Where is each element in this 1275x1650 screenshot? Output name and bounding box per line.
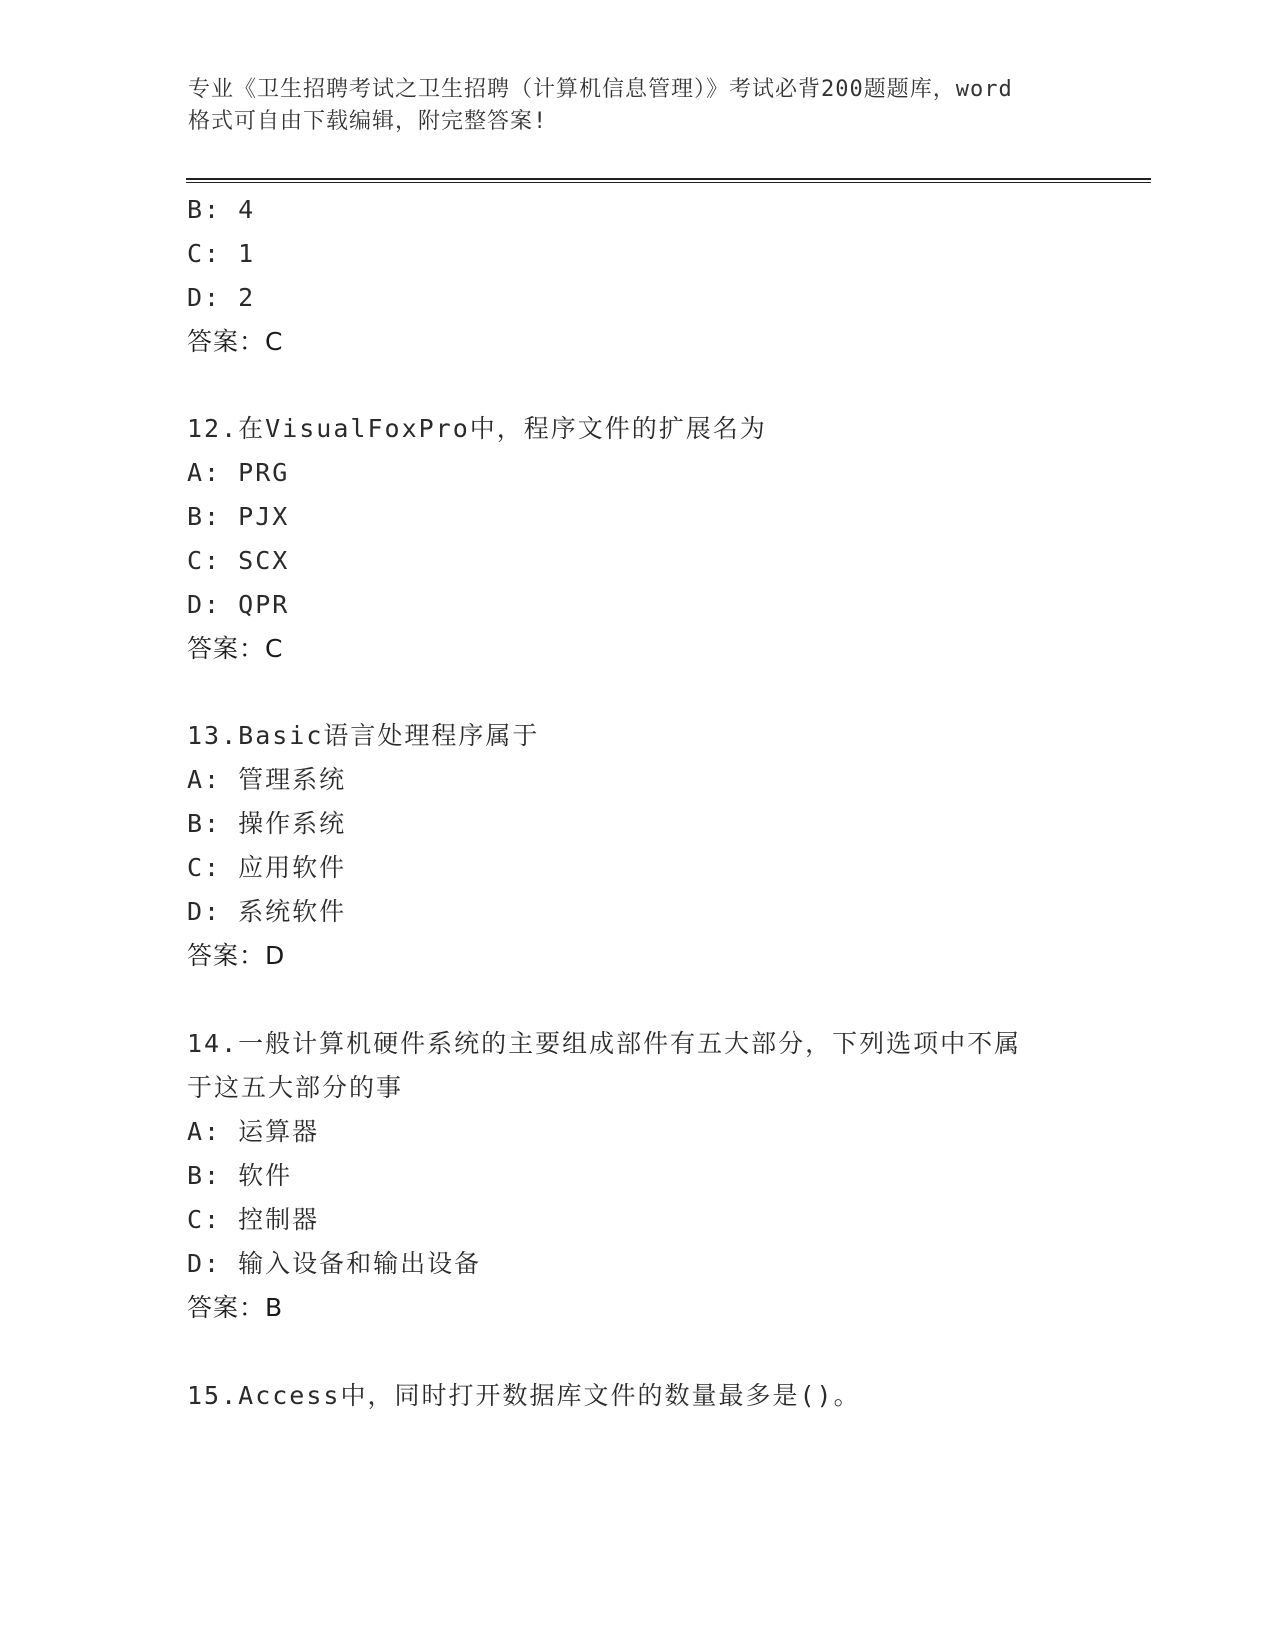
q14-option-b: B: 软件 xyxy=(187,1161,293,1190)
prev-answer: 答案：C xyxy=(187,327,284,356)
prev-option-b: B: 4 xyxy=(187,195,256,224)
q14-question-line-1: 14.一般计算机硬件系统的主要组成部件有五大部分，下列选项中不属 xyxy=(187,1029,1022,1058)
header-divider-thick xyxy=(186,178,1151,180)
document-header xyxy=(188,74,1088,138)
q14-question-line-2: 于这五大部分的事 xyxy=(187,1073,404,1102)
header-divider-thin xyxy=(186,182,1151,183)
prev-option-c: C: 1 xyxy=(187,239,256,268)
q13-option-d: D: 系统软件 xyxy=(187,897,347,926)
q13-option-b: B: 操作系统 xyxy=(187,809,347,838)
q12-option-a: A: PRG xyxy=(187,458,290,487)
header-title-line-2: 格式可自由下载编辑，附完整答案! xyxy=(188,109,548,134)
q13-question: 13.Basic语言处理程序属于 xyxy=(187,721,540,750)
q12-option-c: C: SCX xyxy=(187,546,290,575)
q12-option-b: B: PJX xyxy=(187,502,290,531)
q13-answer: 答案：D xyxy=(187,941,286,970)
q12-option-d: D: QPR xyxy=(187,590,290,619)
q15-question: 15.Access中，同时打开数据库文件的数量最多是()。 xyxy=(187,1381,861,1410)
q13-option-a: A: 管理系统 xyxy=(187,765,347,794)
q14-answer: 答案：B xyxy=(187,1293,284,1322)
q13-option-c: C: 应用软件 xyxy=(187,853,347,882)
q12-answer: 答案：C xyxy=(187,634,284,663)
q12-question: 12.在VisualFoxPro中，程序文件的扩展名为 xyxy=(187,414,767,443)
prev-option-d: D: 2 xyxy=(187,283,256,312)
q14-option-a: A: 运算器 xyxy=(187,1117,320,1146)
q14-option-c: C: 控制器 xyxy=(187,1205,320,1234)
q14-option-d: D: 输入设备和输出设备 xyxy=(187,1249,482,1278)
header-title-line-1: 专业《卫生招聘考试之卫生招聘（计算机信息管理）》考试必背200题题库，word xyxy=(188,77,1013,102)
